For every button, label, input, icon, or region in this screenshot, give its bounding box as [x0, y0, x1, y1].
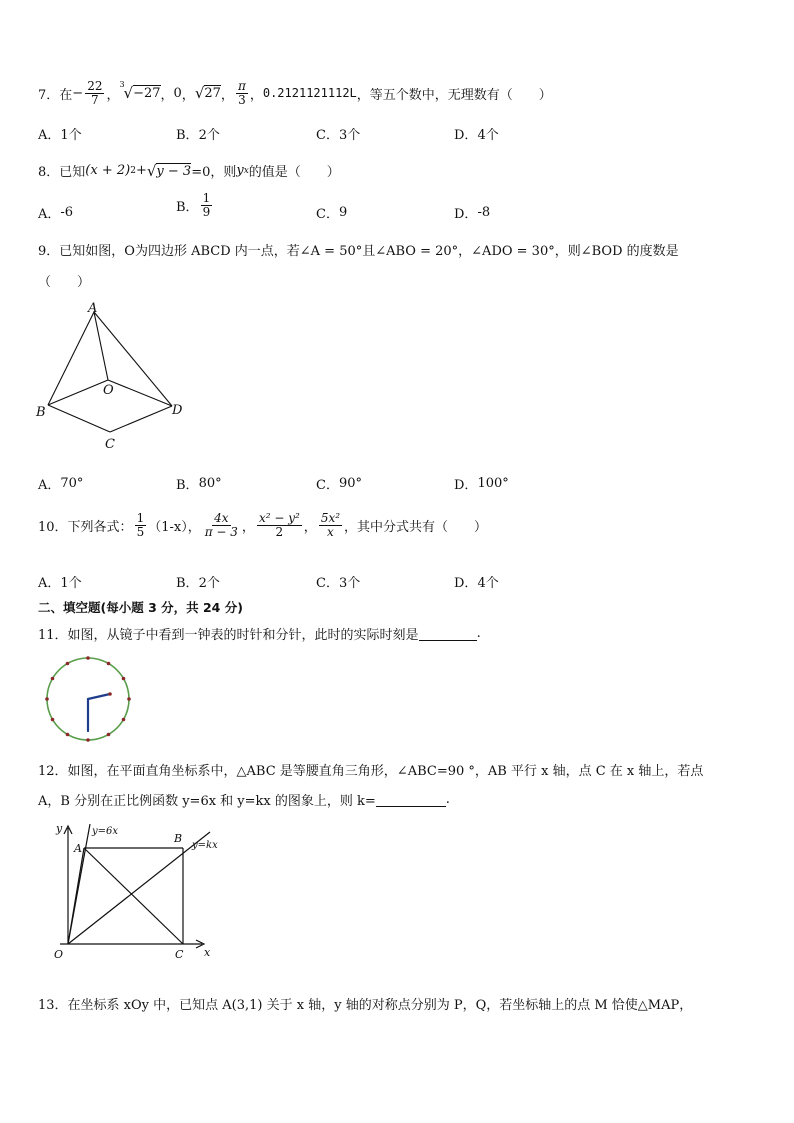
- q12-label-x-axis: x: [204, 946, 211, 959]
- q7-cuberoot-arg: −27: [133, 86, 161, 102]
- q12-label-o: O: [54, 948, 64, 961]
- q9-label-c: C: [105, 437, 115, 450]
- q10-frac2: $\frac{4x}{\pi - 3}$: [204, 511, 238, 539]
- q10-option-b[interactable]: B． 2个: [176, 576, 220, 591]
- q7-text-before: 在: [59, 87, 73, 103]
- q7-frac2-den: 3: [238, 92, 246, 107]
- segment-oa: [68, 848, 84, 944]
- q10-comma-2: ，: [303, 519, 317, 535]
- q13-stem: [38, 994, 692, 1013]
- q8-optb-frac: $\frac{1}{9}$: [202, 191, 211, 219]
- q12-text-line1: 如图，在平面直角坐标系中，△ABC 是等腰直角三角形，∠ABC=90 °，AB 平行 x 轴，点 C 在 x 轴上，若点: [67, 764, 704, 779]
- q11-end: .: [476, 626, 481, 641]
- q10-text-before: 下列各式：: [67, 519, 133, 535]
- q12-number: 12．: [38, 764, 68, 779]
- q7-option-a[interactable]: A． 1个: [38, 128, 82, 143]
- q8-eq: =0，则: [191, 165, 237, 180]
- q8-option-b[interactable]: B． $\frac{1}{9}$: [176, 191, 211, 219]
- q11-clock-figure: [40, 652, 140, 746]
- q9-label-b: B: [36, 405, 46, 420]
- q12-end: .: [445, 792, 450, 807]
- section-2-title: 二、填空题(每小题 3 分，共 24 分): [38, 600, 243, 615]
- q10-text-after: ，其中分式共有（ ）: [344, 519, 488, 535]
- q10-option-d[interactable]: D． 4个: [454, 576, 499, 591]
- line-ykx: [68, 832, 210, 944]
- segment-ac: [84, 848, 183, 944]
- q12-label-a: A: [74, 842, 82, 855]
- q8-option-a[interactable]: A． -6: [38, 205, 74, 222]
- clock-hands-icon: [88, 694, 110, 731]
- q7-zero: 0: [173, 85, 182, 101]
- q8-option-d[interactable]: D． -8: [454, 205, 491, 222]
- q12-label-c: C: [175, 948, 184, 961]
- q7-frac1-num: 22: [87, 79, 103, 93]
- q7-option-c[interactable]: C． 3个: [316, 128, 361, 143]
- q12-text-line2: A，B 分别在正比例函数 y=6x 和 y=kx 的图象上，则 k=: [38, 794, 376, 809]
- q7-text-after: ，等五个数中，无理数有（ ）: [356, 87, 552, 103]
- q7-option-d[interactable]: D． 4个: [454, 128, 499, 143]
- q9-edge-do: [108, 380, 172, 406]
- q9-edge-bc: [48, 405, 110, 432]
- q7-frac1-den: 7: [91, 92, 99, 107]
- q7-fraction-22-7: [85, 80, 104, 106]
- q8-base: y: [236, 163, 244, 178]
- q7-sep-5: ，: [249, 87, 263, 103]
- q7-stem: [38, 80, 552, 106]
- q11-stem: [38, 624, 481, 643]
- q7-sep-2: ，: [160, 87, 174, 103]
- radical-sign-icon: √: [146, 161, 157, 180]
- q11-number: 11．: [38, 628, 68, 643]
- q10-frac4: $\frac{\text{5x²}}{x}$: [320, 511, 341, 539]
- q12-stem-line1: [38, 760, 703, 779]
- q8-text-before: 已知: [59, 165, 86, 180]
- q8-exp2: x: [243, 165, 249, 176]
- q12-label-y6x: y=6x: [92, 826, 119, 837]
- q9-number: 9．: [38, 244, 60, 259]
- q8-stem: [38, 161, 340, 180]
- q10-paren1: （1-x），: [148, 519, 201, 535]
- q12-label-y-axis: y: [56, 822, 63, 835]
- q7-neg-sign: −: [72, 85, 84, 101]
- q13-text: 在坐标系 xOy 中，已知点 A(3,1) 关于 x 轴，y 轴的对称点分别为 P，Q，若坐标轴上的点 M 恰使△MAP，: [67, 998, 693, 1013]
- q7-number: 7．: [38, 87, 60, 103]
- q7-option-b[interactable]: B． 2个: [176, 128, 220, 143]
- q9-quadrilateral-figure: [30, 300, 190, 450]
- q9-option-a[interactable]: A． 70°: [38, 476, 84, 493]
- radical-sign-icon: √: [123, 84, 134, 103]
- q9-label-d: D: [172, 403, 183, 418]
- q13-number: 13．: [38, 998, 68, 1013]
- q8-text-after: 的值是（ ）: [248, 165, 340, 180]
- q7-cuberoot-index: 3: [119, 80, 125, 90]
- q8-sqrt-arg: y − 3: [156, 163, 192, 179]
- q8-option-c[interactable]: C． 9: [316, 205, 348, 222]
- q10-option-a[interactable]: A． 1个: [38, 576, 82, 591]
- q10-comma-1: ，: [241, 519, 255, 535]
- q7-sqrt-arg: 27: [204, 86, 221, 102]
- q7-sep-4: ，: [220, 87, 234, 103]
- q12-label-ykx: y=kx: [192, 840, 218, 851]
- q8-expr1: (x + 2): [85, 163, 131, 178]
- q8-number: 8．: [38, 165, 60, 180]
- q10-frac3: $\frac{\text{x² − y²}}{2}$: [258, 511, 300, 539]
- q12-label-b: B: [174, 832, 183, 845]
- q10-number: 10．: [38, 519, 68, 535]
- q11-text: 如图，从镜子中看到一钟表的时针和分针，此时的实际时刻是: [67, 628, 419, 643]
- q7-decimal: 0.2121121112L: [262, 86, 357, 101]
- q9-option-b[interactable]: B． 80°: [176, 476, 222, 493]
- q10-option-c[interactable]: C． 3个: [316, 576, 361, 591]
- q7-fraction-pi-3: [236, 80, 248, 106]
- q12-answer-blank[interactable]: [376, 805, 446, 807]
- q9-text: 已知如图，O为四边形 ABCD 内一点，若∠A = 50°且∠ABO = 20°，∠ADO = 30°，则∠BOD 的度数是: [59, 244, 679, 259]
- q10-frac1: $\frac{1}{5}$: [136, 511, 145, 539]
- q9-label-o: O: [103, 383, 114, 398]
- q8-exp1: 2: [130, 165, 136, 176]
- q7-frac2-num: π: [237, 79, 246, 93]
- q9-edge-ab: [48, 312, 94, 405]
- q7-sep-3: ，: [181, 87, 195, 103]
- q9-edge-cd: [110, 406, 172, 432]
- q9-stem: [38, 240, 679, 259]
- q12-coordinate-figure: [50, 822, 235, 962]
- q12-stem-line2: [38, 790, 450, 809]
- q9-edge-bo: [48, 380, 108, 405]
- q9-paren: （ ）: [38, 275, 91, 290]
- q9-option-c[interactable]: C． 90°: [316, 476, 362, 493]
- radical-sign-icon: √: [194, 84, 205, 103]
- q8-plus: +: [135, 163, 147, 178]
- q7-sqrt: [195, 84, 221, 102]
- q9-option-d[interactable]: D． 100°: [454, 476, 509, 493]
- q9-label-a: A: [88, 301, 98, 316]
- q7-cuberoot: [119, 80, 161, 103]
- q11-answer-blank[interactable]: [419, 639, 477, 641]
- q9-edge-ao: [94, 312, 108, 380]
- q7-sep-1: ，: [106, 87, 120, 103]
- q8-sqrt: [147, 162, 191, 180]
- q10-stem: [38, 512, 487, 538]
